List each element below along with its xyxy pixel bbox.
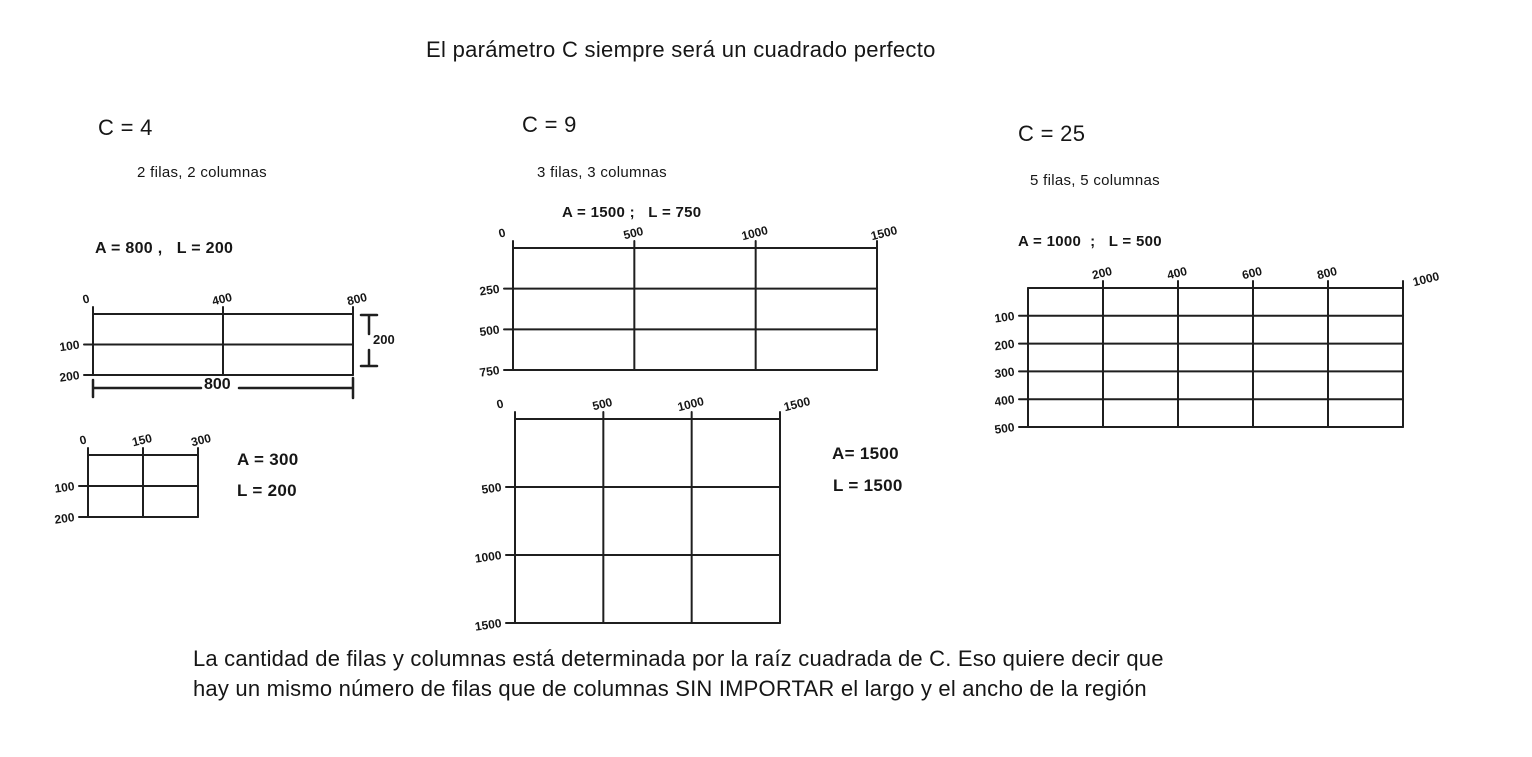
top-tick-label: 1500: [869, 223, 899, 244]
example-c4-grid-size: 2 filas, 2 columnas: [137, 164, 267, 181]
example-c25-measures: A = 1000 ; L = 500: [1018, 233, 1162, 250]
footer-line-2: hay un mismo número de filas que de columnas SIN IMPORTAR el largo y el ancho de la región: [193, 676, 1147, 701]
top-tick-label: 1000: [740, 223, 770, 244]
top-tick-label: 800: [345, 289, 369, 309]
c4-small-area-label: A = 300: [237, 450, 299, 469]
left-tick-label: 500: [478, 322, 501, 340]
page-title: El parámetro C siempre será un cuadrado perfecto: [426, 37, 936, 62]
left-tick-label: 750: [478, 363, 501, 380]
left-tick-label: 100: [993, 308, 1016, 326]
top-tick-label: 500: [590, 394, 614, 414]
top-tick-label: 0: [78, 432, 88, 448]
left-tick-label: 1500: [474, 616, 503, 634]
left-tick-label: 100: [53, 479, 76, 496]
example-c9-title: C = 9: [522, 112, 577, 137]
example-c9-measures: A = 1500 ; L = 750: [562, 204, 702, 221]
left-tick-label: 400: [993, 392, 1016, 409]
left-tick-label: 500: [993, 420, 1016, 437]
c4-width-value: 800: [204, 376, 231, 393]
top-tick-label: 300: [189, 430, 213, 450]
top-tick-label: 400: [1165, 263, 1189, 283]
example-c4-title: C = 4: [98, 115, 153, 140]
example-c9-grid-size: 3 filas, 3 columnas: [537, 164, 667, 181]
top-tick-label: 1000: [1411, 269, 1441, 290]
top-tick-label: 1000: [676, 394, 706, 415]
top-tick-label: 800: [1315, 263, 1339, 283]
footer-line-1: La cantidad de filas y columnas está determinada por la raíz cuadrada de C. Eso quiere decir que: [193, 646, 1164, 671]
left-tick-label: 200: [993, 336, 1016, 354]
grid-c25: [958, 248, 1473, 443]
left-tick-label: 100: [58, 337, 81, 355]
left-tick-label: 300: [993, 364, 1016, 382]
c4-small-length-label: L = 200: [237, 481, 297, 500]
left-tick-label: 1000: [474, 548, 503, 566]
top-tick-label: 0: [495, 396, 505, 412]
top-tick-label: 600: [1240, 263, 1264, 283]
top-tick-label: 0: [497, 225, 507, 241]
top-tick-label: 200: [1090, 263, 1114, 283]
left-tick-label: 200: [58, 368, 81, 385]
example-c25-grid-size: 5 filas, 5 columnas: [1030, 172, 1160, 189]
left-tick-label: 250: [478, 281, 501, 299]
example-c4-measures: A = 800 , L = 200: [95, 240, 234, 257]
grid-c9-wide: [443, 208, 947, 386]
grid-c9-square: [445, 379, 850, 639]
left-tick-label: 200: [53, 510, 76, 527]
left-tick-label: 500: [480, 480, 503, 497]
c9-square-area-label: A= 1500: [832, 444, 899, 463]
top-tick-label: 150: [130, 430, 154, 450]
top-tick-label: 0: [81, 291, 91, 307]
c9-square-length-label: L = 1500: [833, 476, 903, 495]
example-c25-title: C = 25: [1018, 121, 1086, 146]
c4-height-value: 200: [373, 332, 395, 347]
grid-c4-small: [18, 415, 268, 533]
top-tick-label: 500: [621, 223, 645, 243]
top-tick-label: 1500: [782, 394, 812, 415]
top-tick-label: 400: [210, 289, 234, 309]
width-bracket-icon: [88, 372, 408, 406]
c4-width-dimension: [88, 372, 408, 406]
